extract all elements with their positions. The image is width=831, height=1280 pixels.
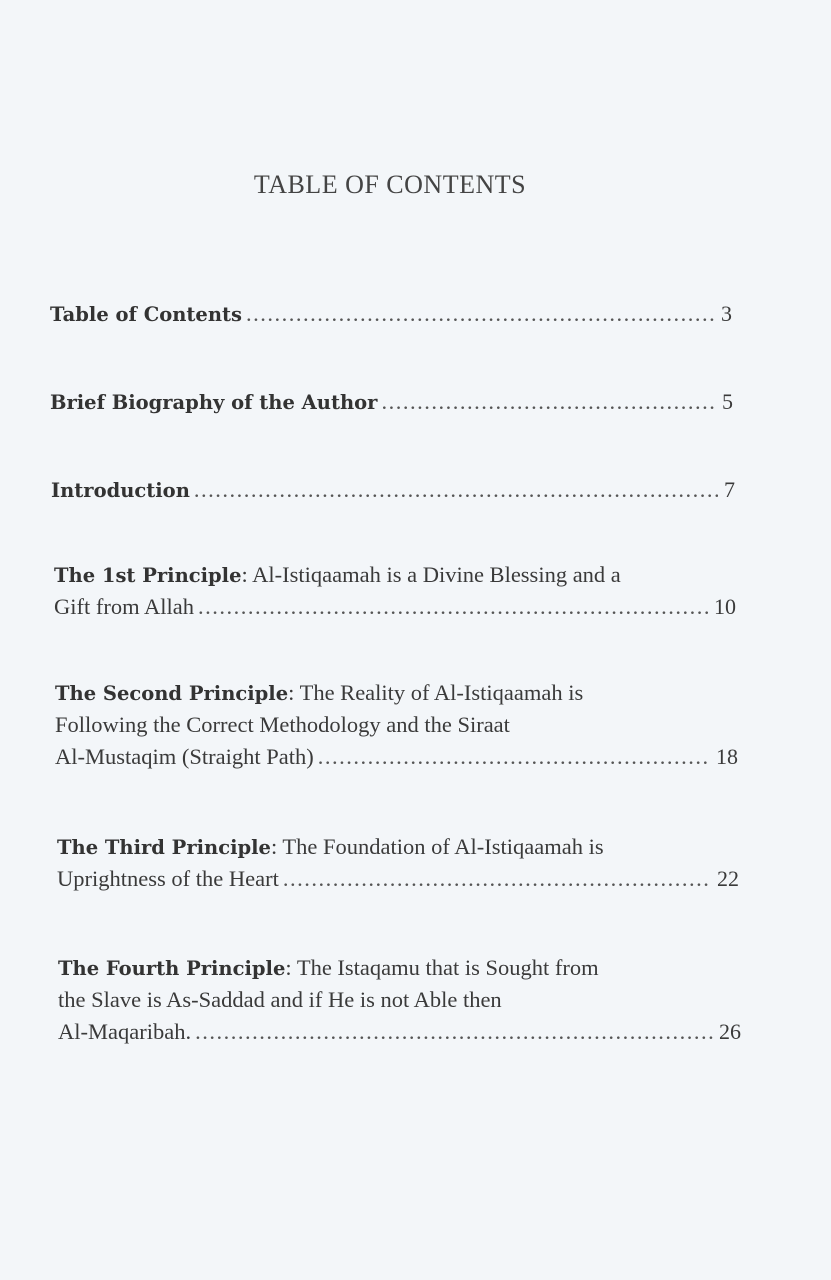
- entry-text: : The Istaqamu that is Sought from: [285, 955, 599, 980]
- entry-text: : The Reality of Al-Istiqaamah is: [288, 680, 584, 705]
- dot-leader: [195, 1016, 713, 1048]
- toc-entry-fourth-principle[interactable]: [58, 952, 741, 1048]
- page-title: TABLE OF CONTENTS: [253, 170, 527, 199]
- dot-leader: [381, 386, 716, 418]
- page-number: 18: [716, 744, 738, 769]
- entry-text: Al-Mustaqim (Straight Path): [55, 744, 314, 769]
- entry-title: The Fourth Principle: [58, 957, 286, 980]
- toc-entry-introduction[interactable]: [51, 474, 735, 506]
- page-number: 10: [714, 594, 736, 619]
- toc-entry-biography[interactable]: [50, 386, 733, 418]
- page-number: 5: [722, 389, 733, 414]
- toc-entry-third-principle[interactable]: [57, 831, 739, 895]
- toc-entry-table-of-contents[interactable]: [50, 298, 732, 330]
- dot-leader: [283, 863, 711, 895]
- entry-title: The 1st Principle: [54, 564, 242, 587]
- dot-leader: [246, 298, 715, 330]
- page-number: 3: [721, 301, 732, 326]
- entry-text: Following the Correct Methodology and the Siraat: [55, 712, 510, 737]
- dot-leader: [198, 591, 708, 623]
- entry-text: Uprightness of the Heart: [57, 866, 279, 891]
- page-number: 22: [717, 866, 739, 891]
- entry-text: Al-Maqaribah.: [58, 1019, 192, 1044]
- entry-text: the Slave is As-Saddad and if He is not Able then: [58, 987, 502, 1012]
- entry-title: The Third Principle: [57, 836, 271, 859]
- entry-text: : Al-Istiqaamah is a Divine Blessing and a: [241, 562, 621, 587]
- entry-text: Gift from Allah: [54, 594, 194, 619]
- page-number: 26: [719, 1019, 741, 1044]
- page-number: 7: [724, 477, 735, 502]
- toc-entry-second-principle[interactable]: [55, 677, 738, 773]
- dot-leader: [318, 741, 710, 773]
- entry-title: Introduction: [51, 479, 190, 502]
- entry-text: : The Foundation of Al-Istiqaamah is: [270, 834, 604, 859]
- toc-entry-first-principle[interactable]: [54, 559, 736, 623]
- entry-title: Table of Contents: [50, 303, 242, 326]
- entry-title: Brief Biography of the Author: [50, 391, 378, 414]
- entry-title: The Second Principle: [55, 682, 289, 705]
- dot-leader: [194, 474, 718, 506]
